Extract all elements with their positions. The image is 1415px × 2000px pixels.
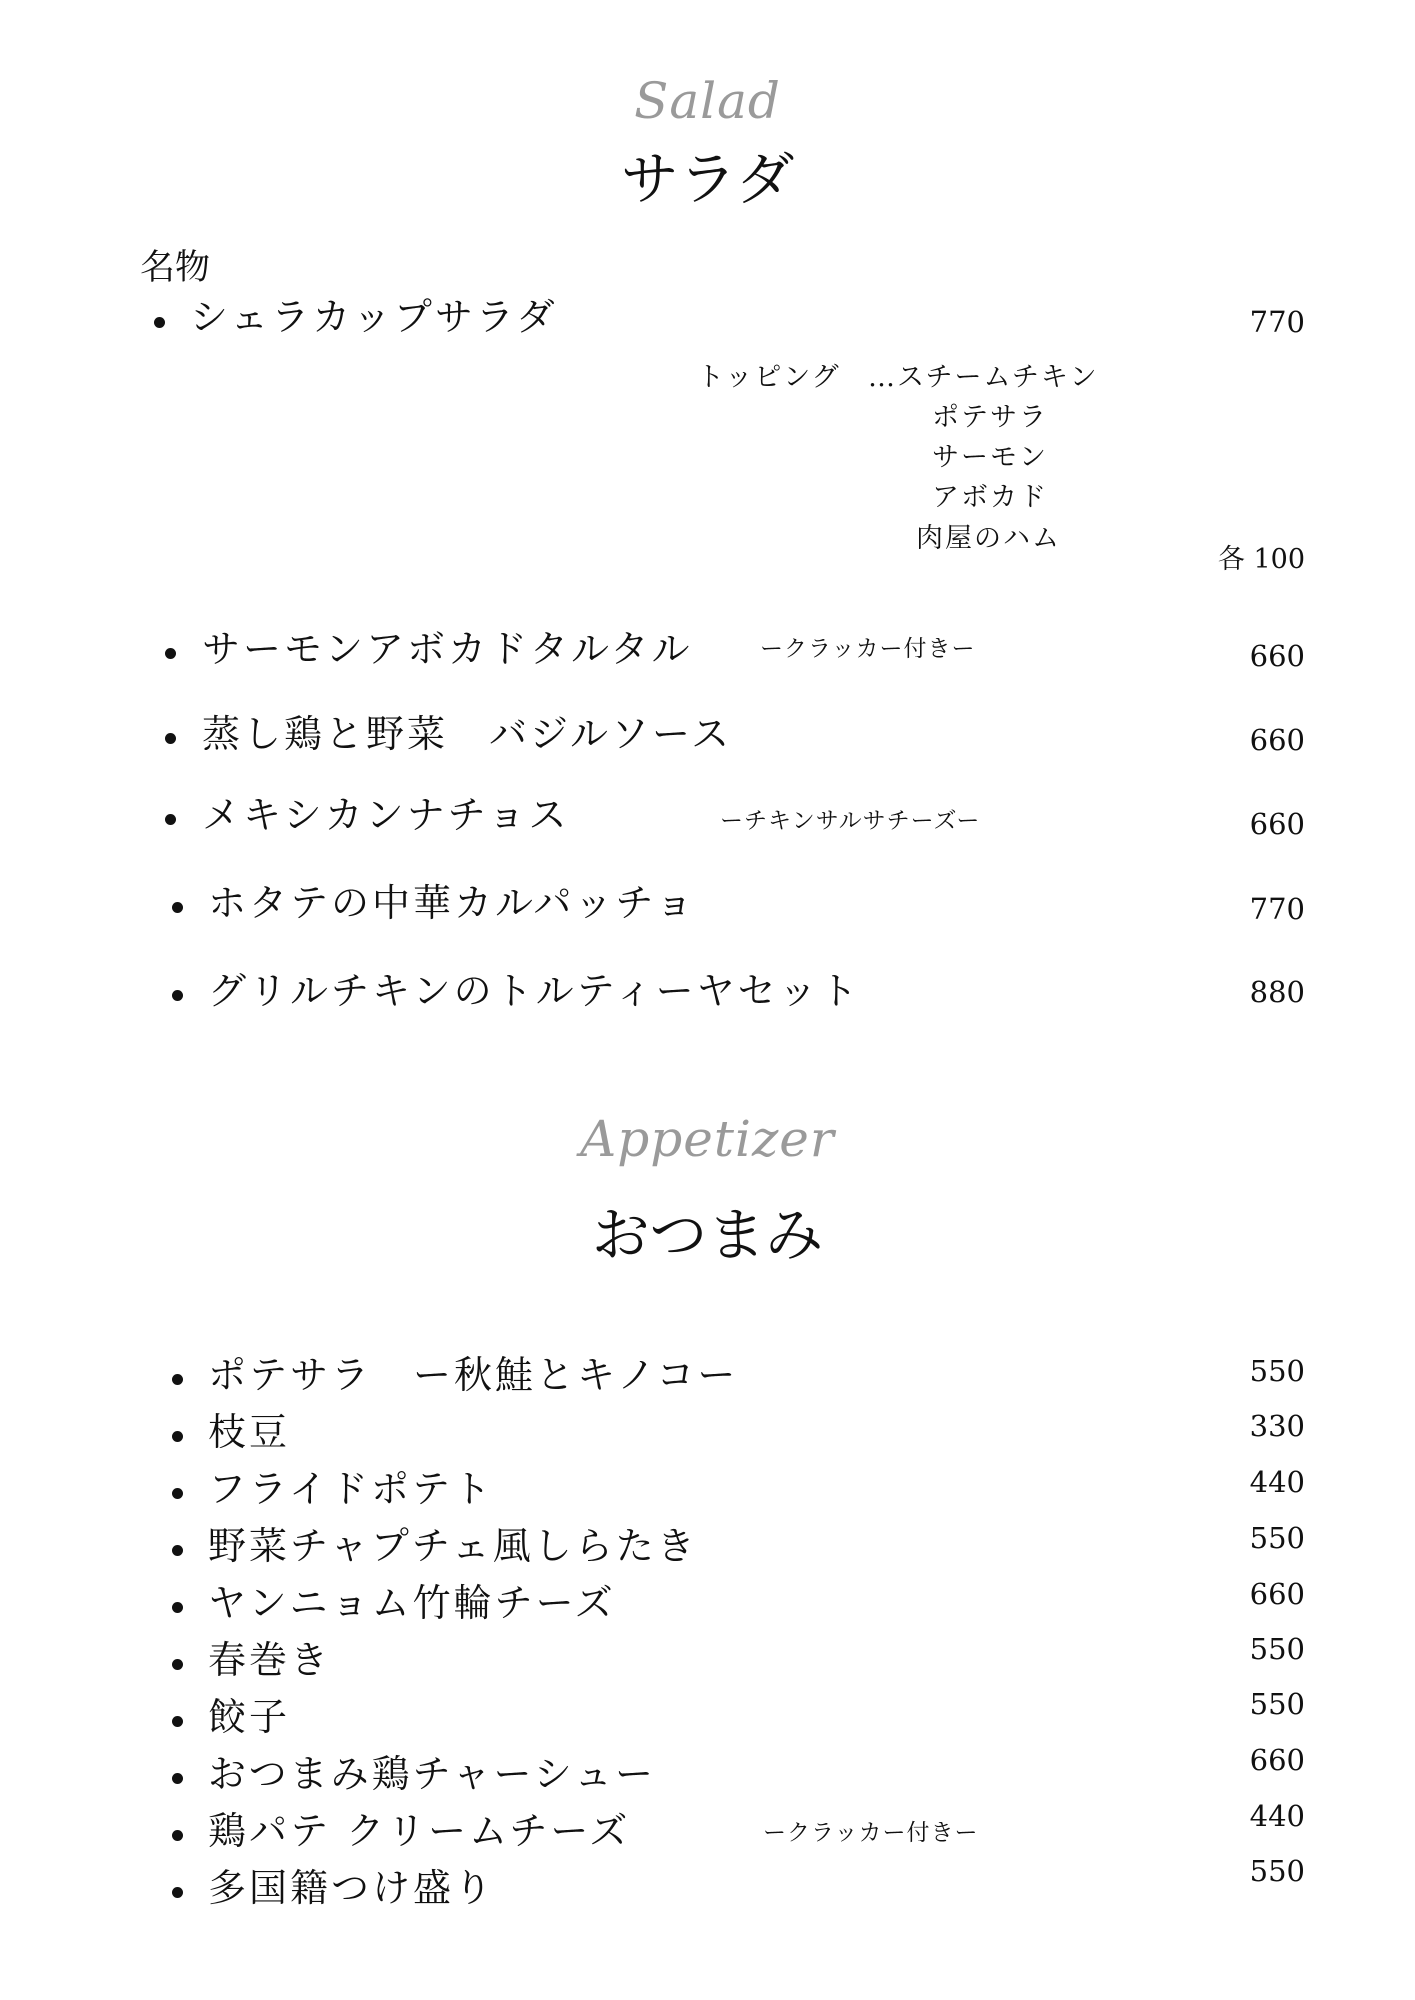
- topping-label: トッピング: [697, 362, 841, 393]
- item-price: 550: [1249, 1687, 1305, 1721]
- bullet-icon: [172, 1488, 183, 1499]
- item-name: グリルチキンのトルティーヤセット: [208, 969, 861, 1013]
- item-name: サーモンアボカドタルタル: [202, 627, 693, 671]
- bullet-icon: [154, 317, 165, 328]
- appetizer-script-title: Appetizer: [580, 1110, 835, 1168]
- featured-item-name: シェラカップサラダ: [190, 295, 558, 339]
- item-price: 550: [1249, 1854, 1305, 1888]
- topping-option: ポテサラ: [932, 402, 1048, 433]
- item-price: 440: [1249, 1465, 1305, 1499]
- item-note: ーチキンサルサチーズー: [720, 808, 981, 834]
- item-price: 550: [1249, 1354, 1305, 1388]
- item-name: 餃子: [208, 1695, 291, 1739]
- topping-option: …スチームチキン: [868, 362, 1099, 393]
- item-name: 多国籍つけ盛り: [208, 1866, 496, 1910]
- bullet-icon: [172, 1545, 183, 1556]
- item-price: 550: [1249, 1632, 1305, 1666]
- bullet-icon: [172, 902, 183, 913]
- item-price: 770: [1249, 892, 1305, 926]
- bullet-icon: [172, 1773, 183, 1784]
- appetizer-title: おつまみ: [591, 1201, 824, 1269]
- item-name: 野菜チャプチェ風しらたき: [208, 1524, 698, 1568]
- bullet-icon: [172, 1659, 183, 1670]
- item-price: 660: [1249, 723, 1305, 757]
- featured-item-price: 770: [1249, 305, 1305, 339]
- item-name: 春巻き: [208, 1638, 332, 1682]
- bullet-icon: [172, 1602, 183, 1613]
- item-note: ークラッカー付きー: [763, 1820, 979, 1846]
- topping-price: 各 100: [1217, 544, 1305, 575]
- item-price: 330: [1249, 1409, 1305, 1443]
- item-price: 660: [1249, 639, 1305, 673]
- bullet-icon: [172, 1374, 183, 1385]
- item-name: ヤンニョム竹輪チーズ: [208, 1581, 616, 1625]
- item-price: 550: [1249, 1521, 1305, 1555]
- bullet-icon: [172, 1431, 183, 1442]
- salad-title: サラダ: [620, 145, 795, 213]
- item-name: 鶏パテ クリームチーズ: [208, 1809, 631, 1853]
- item-price: 440: [1249, 1799, 1305, 1833]
- topping-option: 肉屋のハム: [916, 523, 1061, 554]
- item-name: メキシカンナチョス: [202, 793, 570, 837]
- item-name: ホタテの中華カルパッチョ: [208, 881, 697, 925]
- bullet-icon: [172, 1716, 183, 1727]
- bullet-icon: [165, 733, 176, 744]
- bullet-icon: [172, 1830, 183, 1841]
- topping-option: サーモン: [932, 442, 1048, 473]
- bullet-icon: [172, 1887, 183, 1898]
- specialty-label: 名物: [140, 248, 211, 288]
- item-name: フライドポテト: [208, 1467, 494, 1511]
- item-name: 枝豆: [208, 1410, 291, 1454]
- item-price: 660: [1249, 1577, 1305, 1611]
- item-price: 660: [1249, 1743, 1305, 1777]
- item-name: おつまみ鶏チャーシュー: [208, 1752, 656, 1796]
- item-note: ークラッカー付きー: [760, 636, 976, 662]
- item-name: ポテサラ ー秋鮭とキノコー: [208, 1353, 739, 1397]
- item-name: 蒸し鶏と野菜 バジルソース: [202, 712, 733, 756]
- bullet-icon: [165, 648, 176, 659]
- item-price: 880: [1249, 975, 1305, 1009]
- salad-script-title: Salad: [634, 72, 781, 130]
- topping-option: アボカド: [932, 482, 1048, 513]
- bullet-icon: [172, 990, 183, 1001]
- item-price: 660: [1249, 807, 1305, 841]
- bullet-icon: [165, 814, 176, 825]
